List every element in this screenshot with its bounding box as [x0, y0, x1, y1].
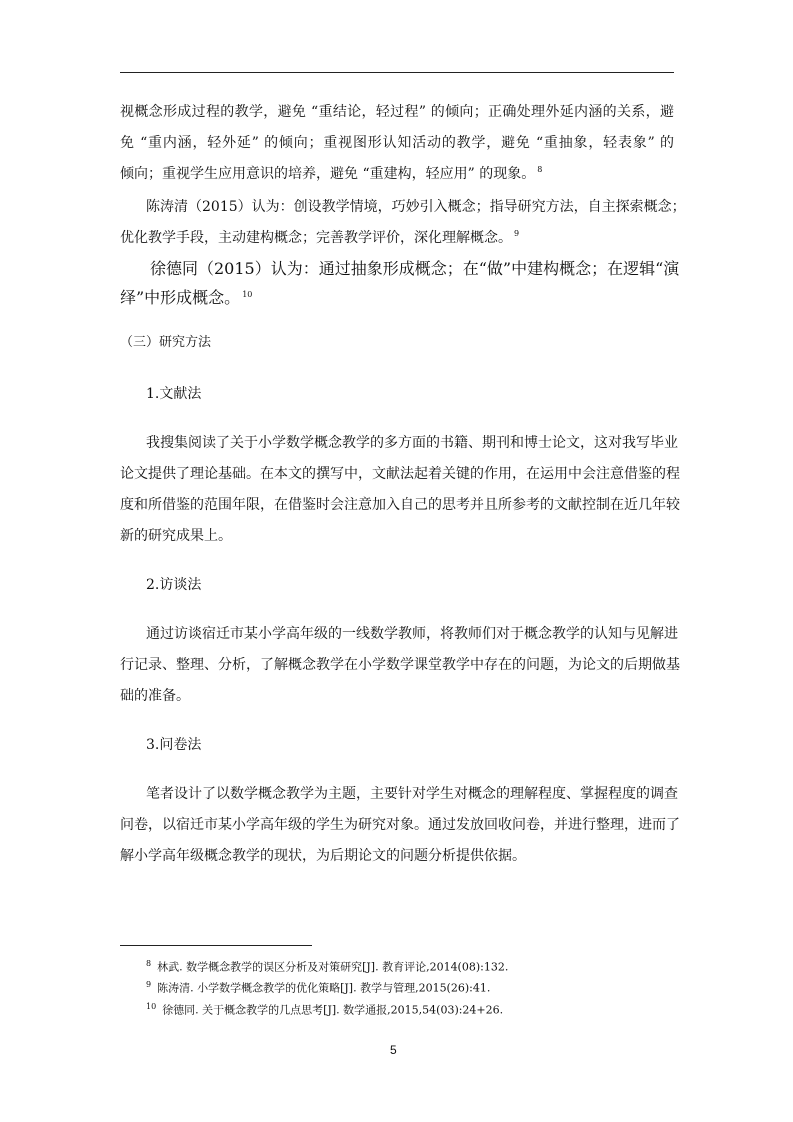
- method-1-line2: 论文提供了理论基础。在本文的撰写中，文献法起着关键的作用，在运用中会注意借鉴的程: [120, 466, 680, 482]
- para1-line1: 视概念形成过程的教学，避免 “重结论，轻过程” 的倾向；正确处理外延内涵的关系，避: [120, 104, 674, 120]
- para3-line1: 徐德同（2015）认为：通过抽象形成概念；在“做”中建构概念；在逻辑“演: [150, 259, 680, 278]
- para3-line2-text: 绎”中形成概念。: [120, 288, 241, 307]
- footnote-10: [146, 1003, 503, 1016]
- method-1-line3: 度和所借鉴的范围年限，在借鉴时会注意加入自己的思考并且所参考的文献控制在近几年较: [120, 497, 680, 513]
- para1-line3: [120, 167, 542, 181]
- method-2-heading: 2.访谈法: [146, 577, 202, 593]
- para2-line2-text: 优化教学手段，主动建构概念；完善教学评价，深化理解概念。: [120, 230, 512, 246]
- page-number: 5: [390, 1043, 397, 1057]
- para1-line2: 免 “重内涵，轻外延” 的倾向；重视图形认知活动的教学，避免 “重抽象，轻表象” 的: [120, 135, 674, 151]
- footnote-10-text: 徐德同. 关于概念教学的几点思考[J]. 数学通报,2015,54(03):24+26.: [162, 1003, 504, 1017]
- method-1-line1: 我搜集阅读了关于小学数学概念教学的多方面的书籍、期刊和博士论文，这对我写毕业: [146, 435, 678, 451]
- method-2-line3: 础的准备。: [120, 688, 190, 704]
- footnote-ref-8[interactable]: 8: [537, 165, 543, 175]
- footnote-8-text: 林武. 数学概念教学的误区分析及对策研究[J]. 教育评论,2014(08):132.: [157, 960, 509, 974]
- footnote-10-number: 10: [146, 1002, 157, 1011]
- header-rule: [120, 72, 674, 73]
- footnote-8: [146, 960, 508, 973]
- para1-line3-text: 倾向；重视学生应用意识的培养，避免 “重建构，轻应用” 的现象。: [120, 166, 536, 182]
- method-2-line1: 通过访谈宿迁市某小学高年级的一线数学教师，将教师们对于概念教学的认知与见解进: [146, 626, 678, 642]
- para3-line2: [120, 290, 252, 306]
- method-3-line2: 问卷，以宿迁市某小学高年级的学生为研究对象。通过发放回收问卷，并进行整理，进而了: [120, 817, 680, 833]
- method-3-line3: 解小学高年级概念教学的现状，为后期论文的问题分析提供依据。: [120, 848, 526, 864]
- footnote-9: [146, 981, 490, 994]
- method-2-line2: 行记录、整理、分析，了解概念教学在小学数学课堂教学中存在的问题，为论文的后期做基: [120, 657, 680, 673]
- method-3-line1: 笔者设计了以数学概念教学为主题，主要针对学生对概念的理解程度、掌握程度的调查: [146, 786, 678, 802]
- para2-line1: 陈涛清（2015）认为：创设教学情境，巧妙引入概念；指导研究方法，自主探索概念；: [146, 199, 686, 215]
- footnote-9-text: 陈涛清. 小学数学概念教学的优化策略[J]. 教学与管理,2015(26):41.: [157, 981, 491, 995]
- para2-line2: [120, 231, 519, 245]
- footnote-8-number: 8: [146, 959, 152, 968]
- footnote-ref-10[interactable]: 10: [242, 289, 253, 299]
- section-heading: （三）研究方法: [120, 335, 212, 350]
- footnote-ref-9[interactable]: 9: [514, 229, 520, 239]
- method-1-heading: 1.文献法: [146, 386, 202, 402]
- footnote-9-number: 9: [146, 980, 152, 989]
- method-1-line4: 新的研究成果上。: [120, 528, 232, 544]
- footnote-rule: [120, 945, 312, 946]
- method-3-heading: 3.问卷法: [146, 737, 202, 753]
